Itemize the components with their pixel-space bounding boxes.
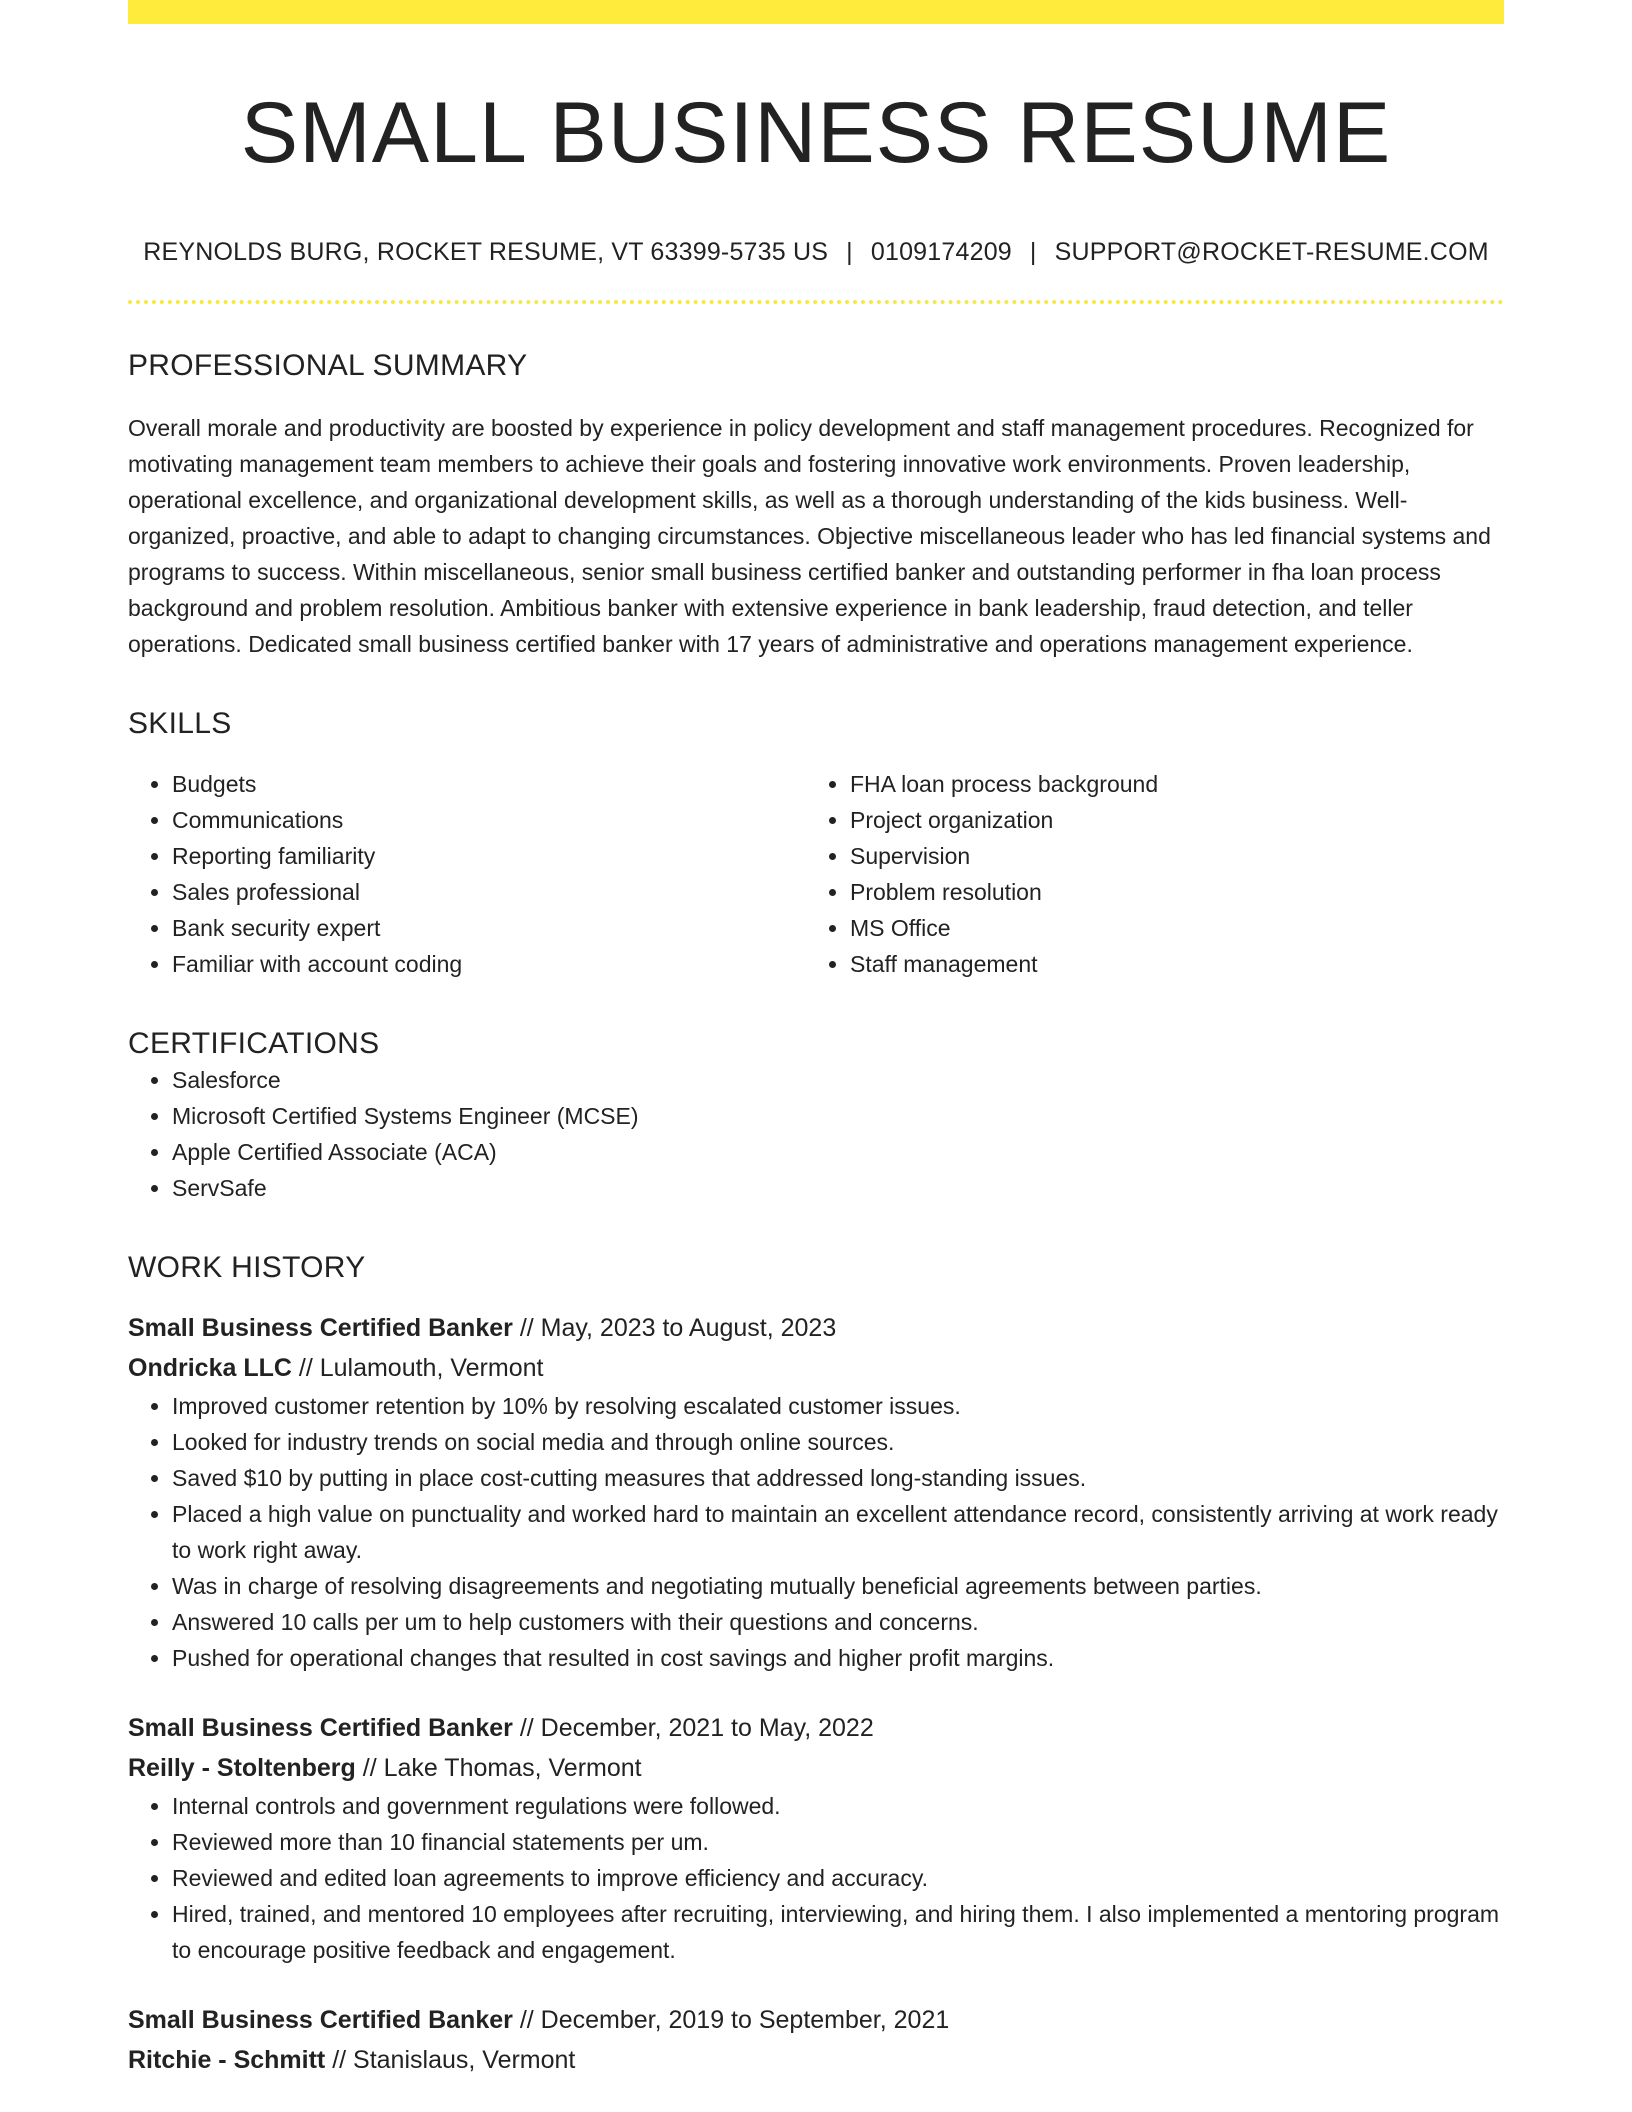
certification-item: • ServSafe xyxy=(172,1170,1504,1206)
work-history-jobs xyxy=(128,1308,1504,2080)
accent-top-bar xyxy=(128,0,1504,24)
page-title: SMALL BUSINESS RESUME xyxy=(240,85,1392,181)
contact-email: SUPPORT@ROCKET-RESUME.COM xyxy=(1054,237,1489,266)
skills-column-left xyxy=(128,766,806,982)
certification-item: • Salesforce xyxy=(172,1062,1504,1098)
job-location: // Lulamouth, Vermont xyxy=(291,1353,544,1382)
job-company-line xyxy=(128,1748,1504,1788)
job-location: // Lake Thomas, Vermont xyxy=(355,1753,642,1782)
section-heading-work-history: WORK HISTORY xyxy=(128,1250,366,1284)
job-entry xyxy=(128,1708,1504,1968)
skills-list-right xyxy=(806,766,1484,982)
job-location: // Stanislaus, Vermont xyxy=(325,2045,576,2074)
skill-item: • Supervision xyxy=(850,838,1484,874)
contact-phone: 0109174209 xyxy=(870,237,1012,266)
job-bullet: • Internal controls and government regulations were followed. xyxy=(172,1788,1504,1824)
certification-item: • Apple Certified Associate (ACA) xyxy=(172,1134,1504,1170)
skill-item: • Budgets xyxy=(172,766,806,802)
job-company-line xyxy=(128,2040,1504,2080)
section-heading-skills: SKILLS xyxy=(128,706,232,740)
skill-item: • Staff management xyxy=(850,946,1484,982)
skill-item: • Bank security expert xyxy=(172,910,806,946)
skill-item: • Project organization xyxy=(850,802,1484,838)
work-history-section xyxy=(128,1250,1504,2080)
job-dates: // May, 2023 to August, 2023 xyxy=(512,1313,837,1342)
certification-item: • Microsoft Certified Systems Engineer (MCSE) xyxy=(172,1098,1504,1134)
skill-item: • Familiar with account coding xyxy=(172,946,806,982)
skills-section xyxy=(128,706,1504,982)
job-bullet: • Answered 10 calls per um to help customers with their questions and concerns. xyxy=(172,1604,1504,1640)
skills-columns xyxy=(128,766,1504,982)
contact-line xyxy=(128,237,1504,267)
job-bullet: • Looked for industry trends on social media and through online sources. xyxy=(172,1424,1504,1460)
job-entry xyxy=(128,2000,1504,2080)
job-title-line xyxy=(128,1708,1504,1748)
professional-summary-section xyxy=(128,348,1504,662)
job-title-line xyxy=(128,1308,1504,1348)
certifications-section xyxy=(128,1026,1504,1206)
job-company: Ritchie - Schmitt xyxy=(128,2045,326,2074)
skill-item: • Sales professional xyxy=(172,874,806,910)
skill-item: • Reporting familiarity xyxy=(172,838,806,874)
job-bullet: • Saved $10 by putting in place cost-cutting measures that addressed long-standing issues. xyxy=(172,1460,1504,1496)
job-title-line xyxy=(128,2000,1504,2040)
job-company: Reilly - Stoltenberg xyxy=(128,1753,356,1782)
section-heading-summary: PROFESSIONAL SUMMARY xyxy=(128,348,528,382)
job-dates: // December, 2019 to September, 2021 xyxy=(512,2005,950,2034)
job-bullets xyxy=(128,1788,1504,1968)
dotted-divider xyxy=(128,300,1504,304)
skill-item: • MS Office xyxy=(850,910,1484,946)
job-title: Small Business Certified Banker xyxy=(128,1713,513,1742)
job-title: Small Business Certified Banker xyxy=(128,1313,513,1342)
skills-list-left xyxy=(128,766,806,982)
section-heading-certifications: CERTIFICATIONS xyxy=(128,1026,380,1060)
skill-item: • Communications xyxy=(172,802,806,838)
job-entry xyxy=(128,1308,1504,1676)
job-company: Ondricka LLC xyxy=(128,1353,292,1382)
job-company-line xyxy=(128,1348,1504,1388)
summary-text: Overall morale and productivity are boosted by experience in policy development and staff management procedures. Recognized for motivating management team members to achieve their goals and fostering innovative work environments. Proven leadership, operational excellence, and organizational development skills, as well as a thorough understanding of the kids business. Well-organized, proactive, and able to adapt to changing circumstances. Objective miscellaneous leader who has led financial systems and programs to success. Within miscellaneous, senior small business certified banker and outstanding performer in fha loan process background and problem resolution. Ambitious banker with extensive experience in bank leadership, fraud detection, and teller operations. Dedicated small business certified banker with 17 years of administrative and operations management experience. xyxy=(128,414,1491,657)
job-bullet: • Pushed for operational changes that resulted in cost savings and higher profit margins. xyxy=(172,1640,1504,1676)
contact-address: REYNOLDS BURG, ROCKET RESUME, VT 63399-5735 US xyxy=(143,237,829,266)
contact-separator: | xyxy=(1029,237,1037,266)
skills-column-right xyxy=(806,766,1484,982)
job-bullet: • Improved customer retention by 10% by resolving escalated customer issues. xyxy=(172,1388,1504,1424)
job-bullet: • Reviewed more than 10 financial statements per um. xyxy=(172,1824,1504,1860)
contact-separator: | xyxy=(846,237,853,266)
job-bullet: • Was in charge of resolving disagreements and negotiating mutually beneficial agreements between parties. xyxy=(172,1568,1504,1604)
job-bullets xyxy=(128,1388,1504,1676)
job-bullet: • Placed a high value on punctuality and worked hard to maintain an excellent attendance record, consistently arriving at work ready to work right away. xyxy=(172,1496,1504,1568)
resume-page xyxy=(128,0,1504,2080)
certifications-list xyxy=(128,1062,1504,1206)
skill-item: • FHA loan process background xyxy=(850,766,1484,802)
job-bullet: • Hired, trained, and mentored 10 employees after recruiting, interviewing, and hiring them. I also implemented a mentoring program to encourage positive feedback and engagement. xyxy=(172,1896,1504,1968)
job-dates: // December, 2021 to May, 2022 xyxy=(512,1713,874,1742)
job-bullet: • Reviewed and edited loan agreements to improve efficiency and accuracy. xyxy=(172,1860,1504,1896)
job-title: Small Business Certified Banker xyxy=(128,2005,513,2034)
skill-item: • Problem resolution xyxy=(850,874,1484,910)
